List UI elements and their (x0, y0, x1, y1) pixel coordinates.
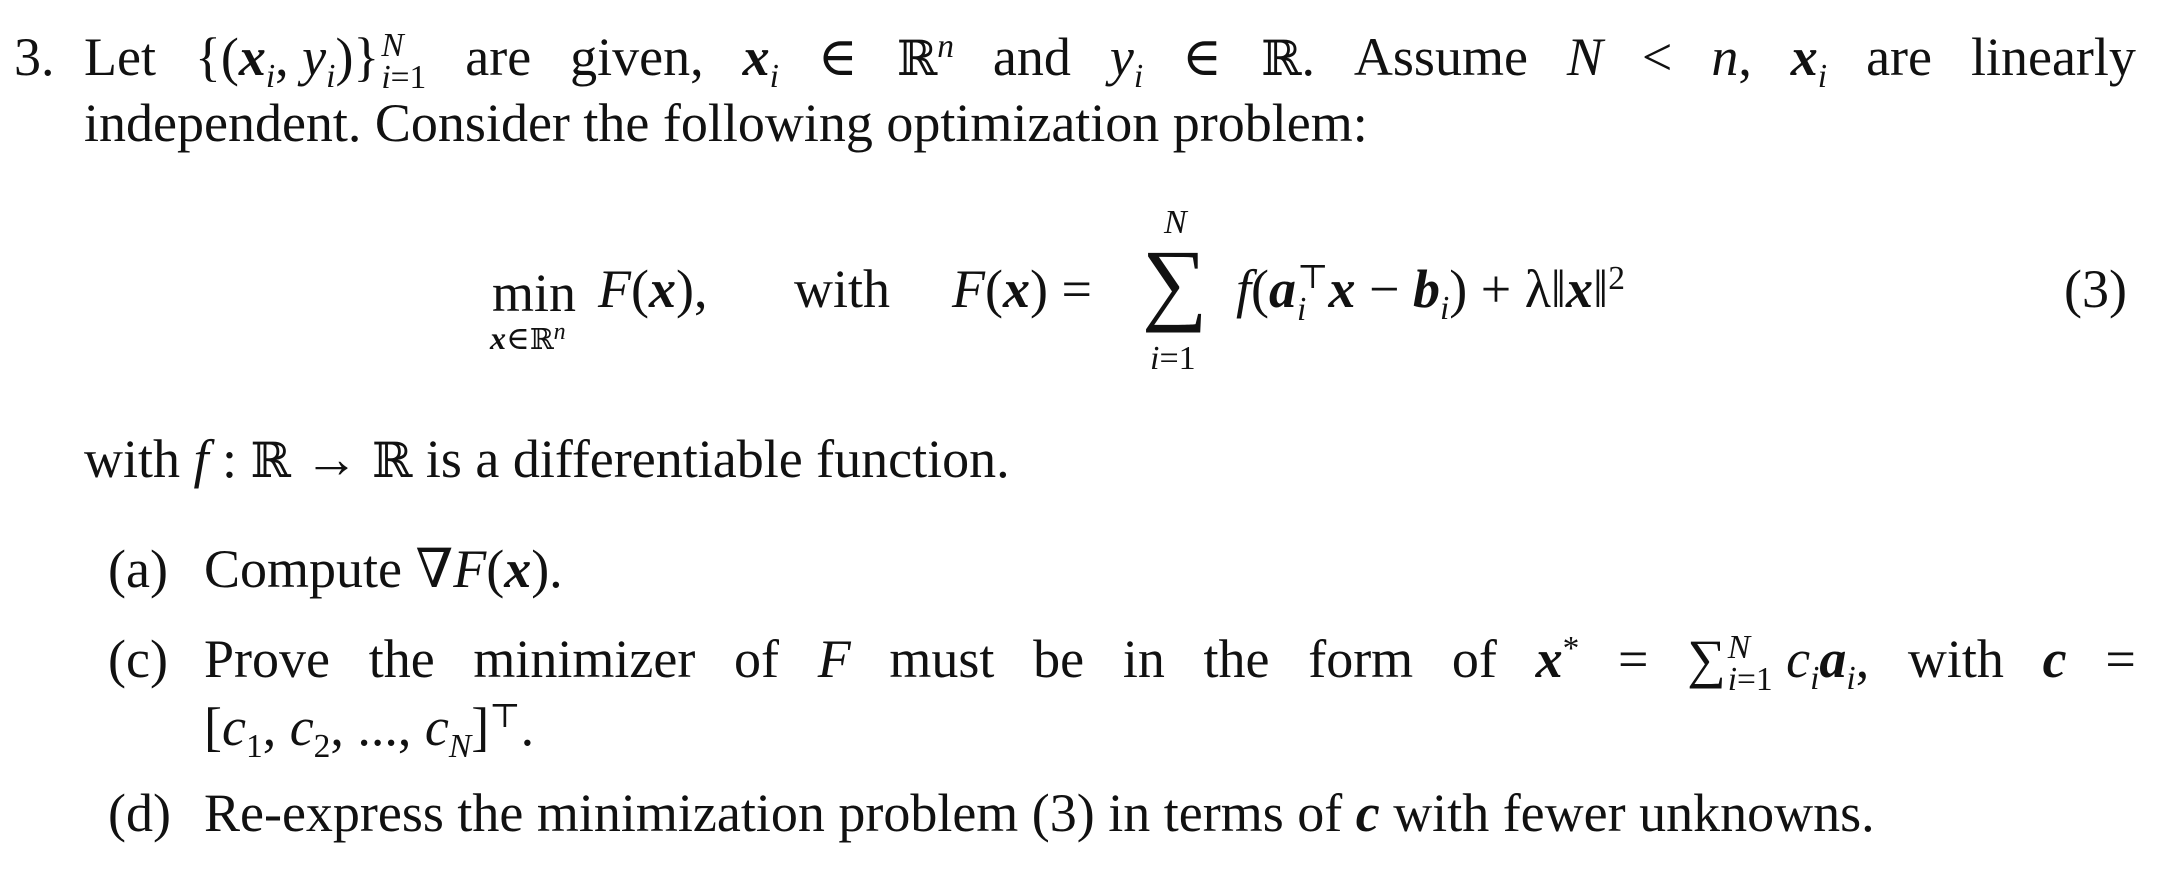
part-c-text-line-2: [$c_1$, $c_2$, ..., $c_N]^⊤$. (204, 697, 535, 765)
part-a-label: (a) (108, 539, 168, 599)
part-d-text: Re-express the minimization problem (3) in terms of c with fewer unknowns. (204, 783, 1875, 843)
intro-line-1: Let {($x_i$, $y_i$)} N i=1 are given, $x_i$ ∈ ℝ$^n$ and $y_i$ ∈ ℝ. Assume N < n, $x_i$ are linearly (84, 27, 2136, 96)
part-d-label: (d) (108, 783, 171, 843)
equation-tag: (3) (2064, 259, 2127, 319)
part-a-text: Compute ∇F(x). (204, 539, 563, 599)
part-c-label: (c) (108, 629, 168, 689)
problem-number: 3. (14, 27, 55, 87)
intro-line-2: independent. Consider the following optimization problem: (84, 93, 1368, 153)
function-definition: with f : ℝ → ℝ is a differentiable function. (84, 429, 1010, 489)
part-c-text-line-1: Prove the minimizer of F must be in the form of x* = ∑ N i=1 $c_ia_i$, with c = (204, 629, 2136, 698)
